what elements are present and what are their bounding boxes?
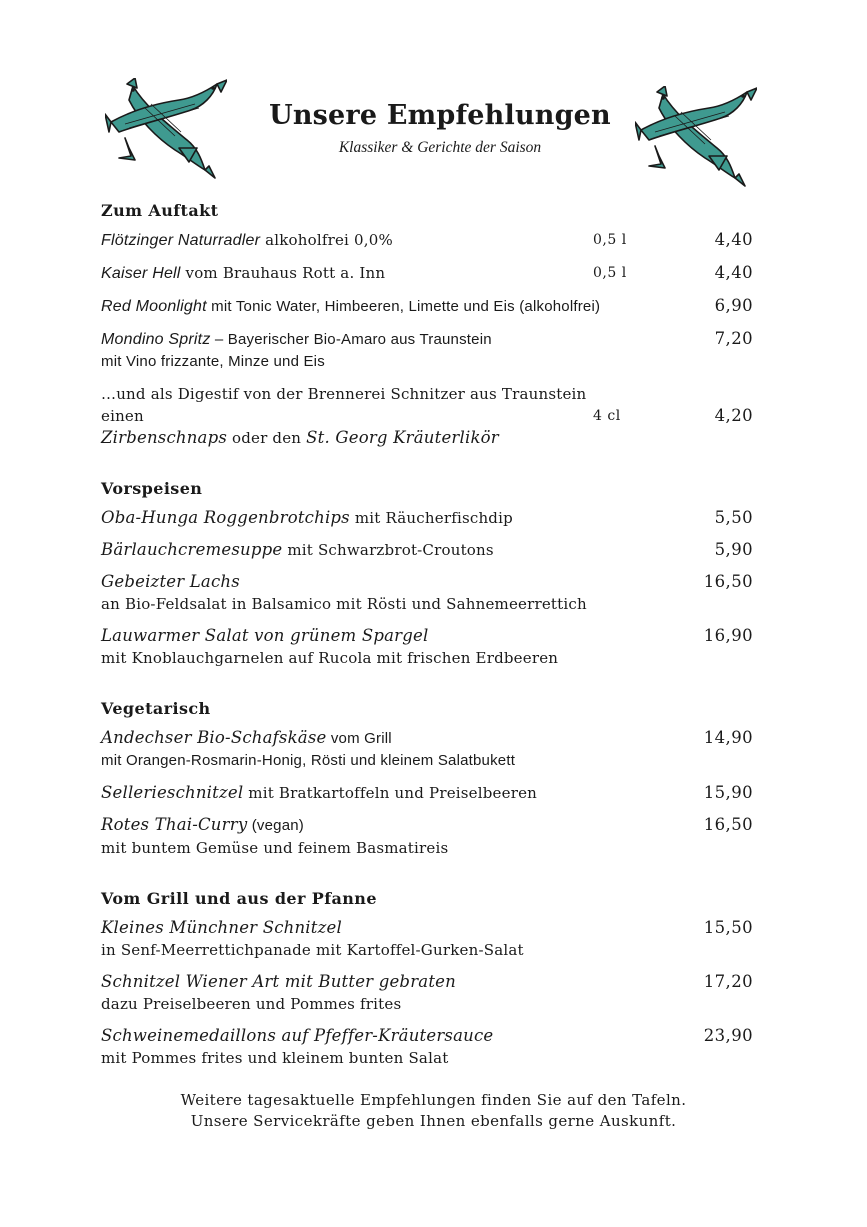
- item-name: Zirbenschnaps: [101, 428, 228, 447]
- item-desc: alkoholfrei 0,0%: [260, 231, 393, 249]
- section-title: Vom Grill und aus der Pfanne: [101, 889, 377, 908]
- item-price: 5,90: [714, 540, 753, 559]
- item-price: 5,50: [714, 508, 753, 527]
- item-price: 15,90: [703, 783, 753, 802]
- menu-footer: [100, 1090, 767, 1132]
- menu-item: [101, 1025, 753, 1069]
- item-name: Lauwarmer Salat von grünem Spargel: [101, 626, 429, 645]
- item-name: Rotes Thai-Curry: [101, 815, 248, 834]
- menu-item: [101, 971, 753, 1015]
- item-quantity: 4 cl: [593, 408, 621, 424]
- item-name: Kaiser Hell: [101, 265, 181, 282]
- item-price: 4,20: [714, 406, 753, 425]
- item-price: 4,40: [714, 230, 753, 249]
- menu-header: [220, 100, 660, 157]
- section-title: Zum Auftakt: [101, 201, 219, 220]
- menu-list: [101, 201, 753, 1099]
- item-desc: vom Grill: [326, 730, 392, 747]
- item-price: 6,90: [714, 296, 753, 315]
- item-desc-join: oder den: [227, 429, 307, 447]
- menu-item: [101, 229, 753, 252]
- menu-item: [101, 917, 753, 961]
- item-name: Schweinemedaillons auf Pfeffer-Kräutersauce: [101, 1026, 494, 1045]
- section-zum-auftakt: [101, 201, 753, 449]
- item-quantity: 0,5 l: [593, 265, 627, 281]
- item-price: 4,40: [714, 263, 753, 282]
- item-desc: mit Schwarzbrot-Croutons: [282, 541, 494, 559]
- item-price: 16,50: [703, 815, 753, 834]
- menu-item: [101, 262, 753, 285]
- section-title: Vorspeisen: [101, 479, 203, 498]
- item-name: Red Moonlight: [101, 298, 207, 315]
- section-vegetarisch: [101, 699, 753, 859]
- section-vom-grill: [101, 889, 753, 1069]
- item-price: 16,50: [703, 572, 753, 591]
- menu-item: [101, 539, 753, 561]
- item-desc-line2: mit Pommes frites und kleinem bunten Salat: [101, 1049, 449, 1067]
- item-desc-line2: mit buntem Gemüse und feinem Basmatireis: [101, 839, 449, 857]
- item-price: 17,20: [703, 972, 753, 991]
- menu-item: [101, 571, 753, 615]
- item-price: 14,90: [703, 728, 753, 747]
- item-name: Schnitzel Wiener Art mit Butter gebraten: [101, 972, 456, 991]
- menu-item: [101, 328, 753, 373]
- item-name: Mondino Spritz: [101, 331, 211, 348]
- item-desc-line2: mit Knoblauchgarnelen auf Rucola mit frischen Erdbeeren: [101, 649, 559, 667]
- item-name: Sellerieschnitzel: [101, 783, 244, 802]
- item-desc-line2: mit Orangen-Rosmarin-Honig, Rösti und kleinem Salatbukett: [101, 752, 516, 769]
- page-subtitle: Klassiker & Gerichte der Saison: [338, 139, 542, 156]
- item-quantity: 0,5 l: [593, 232, 627, 248]
- item-desc-line2: in Senf-Meerrettichpanade mit Kartoffel-Gurken-Salat: [101, 941, 524, 959]
- item-desc-line2: mit Vino frizzante, Minze und Eis: [101, 353, 325, 370]
- item-desc: mit Räucherfischdip: [349, 509, 513, 527]
- item-name: Flötzinger Naturradler: [101, 232, 261, 249]
- item-desc: vom Brauhaus Rott a. Inn: [180, 264, 386, 282]
- menu-item: [101, 625, 753, 669]
- footer-line: Unsere Servicekräfte geben Ihnen ebenfalls gerne Auskunft.: [190, 1112, 677, 1130]
- item-price: 16,90: [703, 626, 753, 645]
- item-desc: …und als Digestif von der Brennerei Schnitzer aus Traunstein einen: [101, 385, 587, 425]
- menu-item: [101, 507, 753, 529]
- item-desc: mit Bratkartoffeln und Preiselbeeren: [243, 784, 538, 802]
- item-name: Oba-Hunga Roggenbrotchips: [101, 508, 350, 527]
- menu-item: [101, 295, 753, 318]
- footer-line: Weitere tagesaktuelle Empfehlungen finden Sie auf den Tafeln.: [180, 1091, 687, 1109]
- item-desc: – Bayerischer Bio-Amaro aus Traunstein: [210, 331, 492, 348]
- section-title: Vegetarisch: [101, 699, 211, 718]
- page-title: Unsere Empfehlungen: [269, 100, 611, 131]
- item-desc: mit Tonic Water, Himbeeren, Limette und Eis (alkoholfrei): [206, 298, 601, 315]
- menu-item: [101, 782, 753, 804]
- item-desc-line2: dazu Preiselbeeren und Pommes frites: [101, 995, 402, 1013]
- item-name: Bärlauchcremesuppe: [101, 540, 283, 559]
- item-name: Kleines Münchner Schnitzel: [101, 918, 342, 937]
- item-price: 15,50: [703, 918, 753, 937]
- item-name: Andechser Bio-Schafskäse: [101, 728, 327, 747]
- item-desc: (vegan): [247, 817, 304, 834]
- item-name-second: St. Georg Kräuterlikör: [306, 428, 499, 447]
- menu-item: [101, 383, 753, 449]
- fish-pair-icon: [105, 78, 227, 182]
- item-desc-line2: an Bio-Feldsalat in Balsamico mit Rösti und Sahnemeerrettich: [101, 595, 587, 613]
- item-price: 7,20: [714, 329, 753, 348]
- item-price: 23,90: [703, 1026, 753, 1045]
- menu-item: [101, 814, 753, 859]
- menu-item: [101, 727, 753, 772]
- item-name: Gebeizter Lachs: [101, 572, 240, 591]
- section-vorspeisen: [101, 479, 753, 669]
